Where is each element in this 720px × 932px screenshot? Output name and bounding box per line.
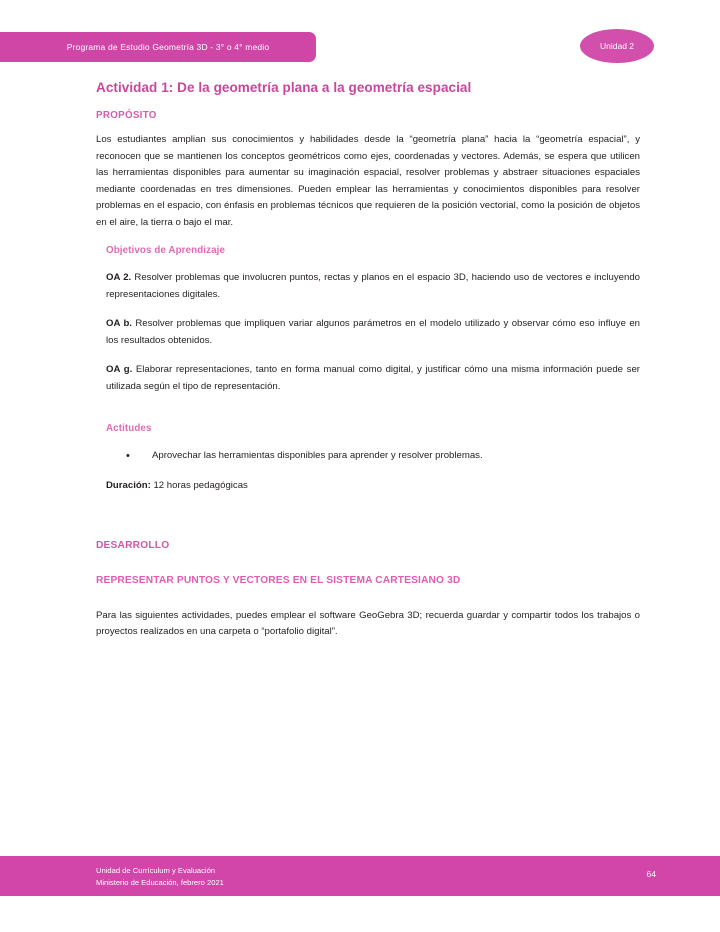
objective-code: OA 2. [106,272,132,284]
development-section [96,540,640,641]
topic-heading: REPRESENTAR PUNTOS Y VECTORES EN EL SISTEMA CARTESIANO 3D [96,574,461,586]
objective-code: OA b. [106,318,132,330]
attitudes-heading: Actitudes [106,423,152,435]
objective-text: Elaborar representaciones, tanto en forma manual como digital, y justificar cómo una misma información puede ser utilizada según el tipo de representación. [106,364,640,392]
duration-value: 12 horas pedagógicas [150,480,248,492]
unit-badge [580,29,654,63]
objective-text: Resolver problemas que involucren puntos, rectas y planos en el espacio 3D, haciendo uso de vectores e incluyendo representaciones digitales. [106,272,640,300]
header-banner-label: Programa de Estudio Geometría 3D - 3° o 4° medio [66,42,270,52]
objectives-heading: Objetivos de Aprendizaje [106,245,226,257]
footer-line-2: Ministerio de Educación, febrero 2021 [96,877,224,887]
page-title: Actividad 1: De la geometría plana a la geometría espacial [96,80,472,95]
objective-item [106,362,640,395]
footer-bar [0,856,720,896]
page-number: 64 [646,869,656,879]
unit-badge-label: Unidad 2 [599,41,635,51]
header-banner [0,32,316,62]
objective-code: OA g. [106,364,133,376]
objectives-list [96,270,640,395]
purpose-paragraph: Los estudiantes amplian sus conocimientos y habilidades desde la “geometría plana” hacia la “geometría espacial”, y reconocen que se mantienen los conceptos geométricos como ejes, coordenadas y vectores. Además, se espera que utilicen las herramientas disponibles para aumentar su imaginación espacial, resolver problemas y abstraer situaciones espaciales mediante coordenadas en tres dimensiones. Pueden emplear las herramientas y conocimientos disponibles para resolver problemas en el espacio, con énfasis en problemas técnicos que requieren de la posición vectorial, como la posición de objetos en el aire, la tierra o bajo el mar. [96,134,640,228]
footer-credits [96,865,224,889]
objective-text: Resolver problemas que impliquen variar algunos parámetros en el modelo utilizado y observar cómo eso influye en los resultados obtenidos. [106,318,640,346]
objective-item [106,316,640,349]
list-item: • Aprovechar las herramientas disponibles para aprender y resolver problemas. [96,448,640,464]
attitudes-section [96,423,640,495]
development-heading: DESARROLLO [96,539,170,551]
development-paragraph: Para las siguientes actividades, puedes emplear el software GeoGebra 3D; recuerda guardar y compartir todos los trabajos o proyectos realizados en una carpeta o “portafolio digital”. [96,609,640,638]
duration-line [106,478,640,494]
document-content [96,80,640,655]
footer-line-1: Unidad de Currículum y Evaluación [96,866,216,875]
purpose-heading: PROPÓSITO [96,110,157,122]
attitudes-list [96,448,640,464]
objective-item [106,270,640,303]
duration-label: Duración: [106,480,151,492]
